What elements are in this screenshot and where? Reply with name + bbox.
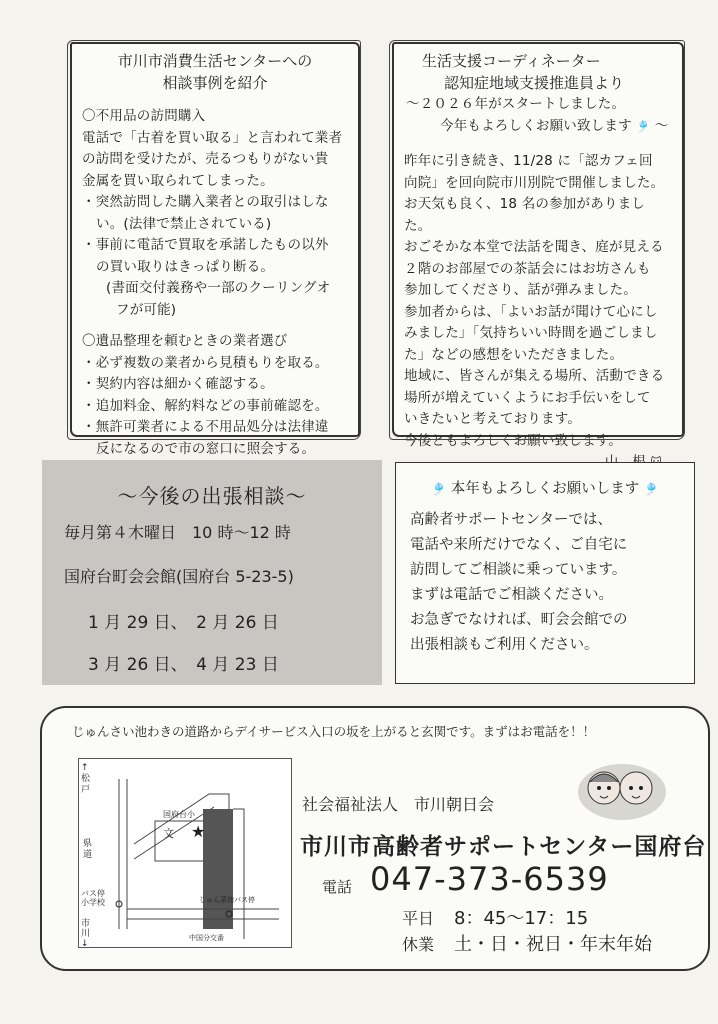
tel-label: 電話 xyxy=(322,878,353,896)
right-body-line: お天気も良く、18 名の参加がありました。 xyxy=(404,196,645,234)
right-body-line: た」などの感想をいただきました。 xyxy=(404,346,624,363)
sec2-bullet-1: ・契約内容は細かく確認する。 xyxy=(82,376,274,392)
kagami-mochi-icon: 🎐 xyxy=(636,119,651,133)
right-body-line: 参加者からは、「よいお話が聞けて心にし xyxy=(404,303,658,320)
map-label-junsai: じゅん菜池バス停 xyxy=(199,896,255,904)
svg-text:★: ★ xyxy=(191,822,206,841)
sec1-heading: 〇不用品の訪問購入 xyxy=(82,108,206,124)
greeting-line: まずは電話でご相談ください。 xyxy=(410,587,613,603)
sec1-bullet-1a: ・事前に電話で買取を承諾したもの以外 xyxy=(82,237,329,253)
org-name: 社会福祉法人 市川朝日会 xyxy=(302,795,495,814)
coordinator-box xyxy=(392,42,684,449)
right-body-line: おごそかな本堂で法話を聞き、庭が見える xyxy=(404,239,664,255)
sec1-para-1: の訪問を受けたが、売るつもりがない貴 xyxy=(82,151,329,167)
right-title-2: 認知症地域支援推進員より xyxy=(444,74,625,92)
tel-number: 047-373-6539 xyxy=(370,860,609,898)
right-body-line: ２階のお部屋での茶話会にはお坊さんも xyxy=(404,260,651,277)
greeting-box xyxy=(395,462,695,684)
left-content xyxy=(82,106,348,460)
right-body-line: 今後ともよろしくお願い致します。 xyxy=(404,432,623,449)
sec1-bullet-1b: の買い取りはきっぱり断る。 xyxy=(96,258,275,275)
tour-dates-1: 1 月 29 日、 2 月 26 日 xyxy=(88,613,279,633)
right-sub-2: 今年もよろしくお願い致します xyxy=(440,117,632,134)
right-title-1: 生活支援コーディネーター xyxy=(422,52,601,70)
right-body-line: 参加してくださり、話が弾みました。 xyxy=(404,282,637,298)
hours-label: 平日 xyxy=(402,909,435,928)
consumer-center-box xyxy=(70,42,360,457)
map-label-matsudo: ↑松戸 xyxy=(81,763,91,795)
map-school-mark: 文 xyxy=(163,827,174,840)
greeting-title: 本年もよろしくお願いします xyxy=(450,481,640,497)
sec2-heading: 〇遺品整理を頼むときの業者選び xyxy=(82,333,288,349)
sec1-bullet-0a: ・突然訪問した購入業者との取引はしな xyxy=(82,194,329,210)
access-map xyxy=(78,758,292,948)
right-body-line: いきたいと考えております。 xyxy=(404,411,582,427)
outreach-consultation-box xyxy=(42,460,382,685)
sec1-bullet-0b: い。(法律で禁止されている) xyxy=(96,215,272,232)
right-body-line: 昨年に引き続き、11/28 に「認カフェ回 xyxy=(404,153,653,169)
right-body-line: 地域に、皆さんが集える場所、活動できる xyxy=(404,368,665,384)
hours: 8：45～17：15 xyxy=(454,908,589,929)
map-label-busstop: バス停 小学校 xyxy=(81,889,105,907)
center-name: 市川市高齢者サポートセンター国府台 xyxy=(300,834,707,860)
right-sub-2-end: ～ xyxy=(654,117,669,134)
sec2-bullet-3a: ・無許可業者による不用品処分は法律違 xyxy=(82,419,329,435)
right-body-line: 向院」を回向院市川別院で開催しました。 xyxy=(404,174,665,191)
tour-heading: ～今後の出張相談～ xyxy=(117,484,307,508)
greeting-title-row xyxy=(410,477,680,498)
left-title-1: 市川市消費生活センターへの xyxy=(117,52,313,70)
greeting-line: お急ぎでなければ、町会会館での xyxy=(410,612,628,628)
sec2-bullet-3b: 反になるので市の窓口に照会する。 xyxy=(96,440,316,457)
closed-label: 休業 xyxy=(402,935,435,954)
greeting-line: 電話や来所だけでなく、ご自宅に xyxy=(410,537,628,553)
kagami-mochi-icon: 🎐 xyxy=(643,482,659,496)
left-title-2: 相談事例を紹介 xyxy=(162,74,268,92)
sec1-para-2: 金属を買い取られてしまった。 xyxy=(82,172,274,189)
sec1-note-b: フが可能) xyxy=(116,301,177,318)
tour-dates-2: 3 月 26 日、 4 月 23 日 xyxy=(88,655,279,675)
right-body-line: 場所が増えていくようにお手伝いをして xyxy=(404,389,651,406)
tour-schedule: 毎月第４木曜日 10 時～12 時 xyxy=(64,523,291,542)
closed-days: 土・日・祝日・年末年始 xyxy=(454,934,652,955)
greeting-line: 高齢者サポートセンターでは、 xyxy=(410,512,612,528)
tour-venue: 国府台町会会館(国府台 5-23-5) xyxy=(64,567,294,586)
contact-footer xyxy=(40,706,710,971)
direction-text: じゅんさい池わきの道路からデイサービス入口の坂を上がると玄関です。まずはお電話を！！ xyxy=(72,724,596,739)
elderly-couple-icon xyxy=(574,752,666,822)
right-body xyxy=(404,151,672,474)
sec1-note-a: (書面交付義務や一部のクーリングオ xyxy=(106,280,331,296)
kagami-mochi-icon: 🎐 xyxy=(431,482,447,496)
sec2-bullet-2: ・追加料金、解約料などの事前確認を。 xyxy=(82,397,329,414)
right-sub-1: ～２０２６年がスタートしました。 xyxy=(406,96,626,112)
greeting-body xyxy=(410,508,680,658)
map-label-crossing: 中国分交番 xyxy=(189,934,224,942)
map-label-school: 国府台小 xyxy=(163,810,195,819)
right-body-line: みました」「気持ちいい時間を過ごしまし xyxy=(404,325,658,341)
greeting-line: 訪問してご相談に乗っています。 xyxy=(410,562,627,578)
map-drawing xyxy=(79,759,291,947)
greeting-line: 出張相談もご利用ください。 xyxy=(410,637,599,653)
map-label-kendo: 県道 xyxy=(83,839,93,860)
right-sub-2-row xyxy=(404,116,672,138)
map-label-ichikawa: 市川↓ xyxy=(81,919,91,949)
sec2-bullet-0: ・必ず複数の業者から見積もりを取る。 xyxy=(82,354,329,371)
sec1-para-0: 電話で「古着を買い取る」と言われて業者 xyxy=(82,129,343,146)
